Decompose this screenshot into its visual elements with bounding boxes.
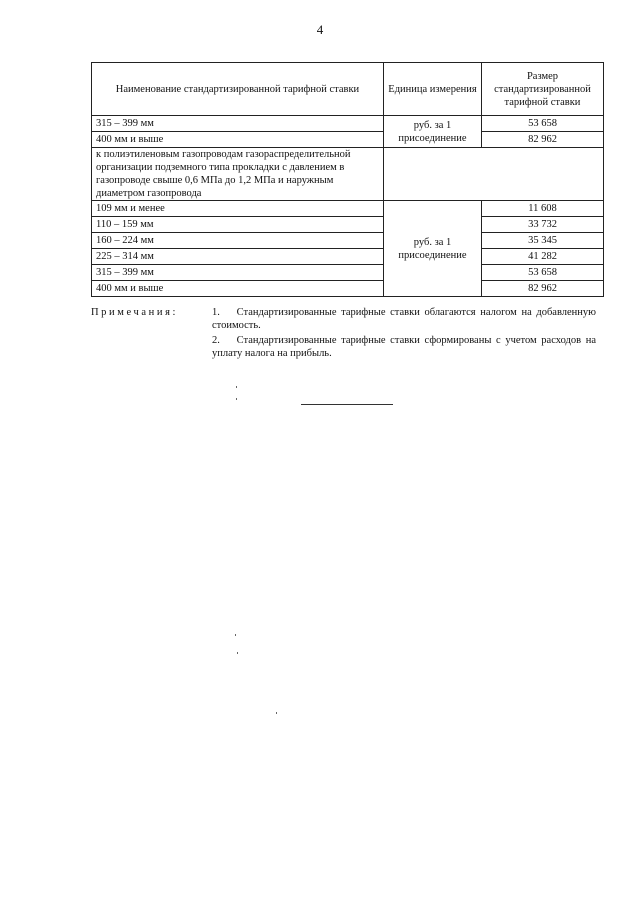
row-value: 82 962 [482,281,604,297]
row-unit: руб. за 1 присоединение [384,116,482,148]
page-number: 4 [316,22,324,37]
row-label: 110 – 159 мм [92,217,384,233]
row-unit: руб. за 1 присоединение [384,201,482,297]
scan-speck [237,652,238,654]
table-row [92,281,604,297]
row-label: 109 мм и менее [92,201,384,217]
row-value: 53 658 [482,265,604,281]
scan-speck [276,712,277,714]
note-number: 1. [212,307,220,318]
table-row [92,265,604,281]
note-item [212,334,596,360]
end-divider [301,404,393,405]
row-label: 400 мм и выше [92,281,384,297]
header-unit: Единица измерения [384,63,482,116]
scan-speck [236,386,237,388]
table-row [92,116,604,132]
note-item [212,306,596,332]
row-value: 41 282 [482,249,604,265]
section-title: к полиэтиленовым газопроводам газораспределительной организации подземного типа прокладки с давлением в газопроводе свыше 0,6 МПа до 1,2 МПа и наружным диаметром газопровода [92,148,384,201]
table-row [92,132,604,148]
row-label: 160 – 224 мм [92,233,384,249]
scan-speck [236,398,237,400]
row-value: 33 732 [482,217,604,233]
tariff-table [91,62,604,297]
section-row [92,148,604,201]
row-value: 53 658 [482,116,604,132]
row-label: 400 мм и выше [92,132,384,148]
section-blank [384,148,604,201]
header-name: Наименование стандартизированной тарифной ставки [92,63,384,116]
table-row [92,233,604,249]
table-row [92,249,604,265]
row-label: 315 – 399 мм [92,116,384,132]
table-row [92,201,604,217]
table-row [92,217,604,233]
row-value: 11 608 [482,201,604,217]
note-text: Стандартизированные тарифные ставки сформированы с учетом расходов на уплату налога на прибыль. [212,335,597,359]
row-value: 82 962 [482,132,604,148]
row-value: 35 345 [482,233,604,249]
row-label: 225 – 314 мм [92,249,384,265]
row-label: 315 – 399 мм [92,265,384,281]
notes-label: Примечания: [91,307,179,318]
header-size: Размер стандартизированной тарифной ставки [482,63,604,116]
scan-speck [235,634,236,636]
note-number: 2. [212,335,220,346]
note-text: Стандартизированные тарифные ставки облагаются налогом на добавленную стоимость. [212,307,596,331]
table-header-row [92,63,604,116]
